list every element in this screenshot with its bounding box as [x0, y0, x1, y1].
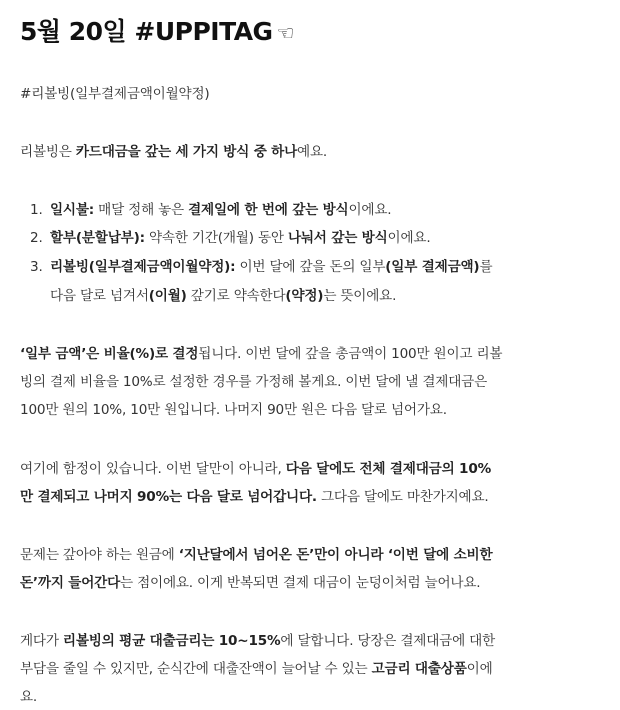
paragraph-emphasis: 돈’까지 들어간다: [20, 575, 121, 591]
paragraph-2-line-1: [20, 459, 491, 479]
list-text-end: 를: [479, 259, 493, 275]
paragraph-emphasis: 고금리 대출상품: [371, 661, 467, 677]
paragraph-1-line-2: [20, 372, 487, 392]
intro-line: [20, 142, 327, 162]
list-number: 1.: [30, 202, 43, 218]
list-emphasis: 나눠서 갚는 방식: [287, 230, 388, 246]
paragraph-emphasis: ‘지난달에서 넘어온 돈’만이 아니라 ‘이번 달에 소비한: [178, 547, 493, 563]
paragraph-3-line-1: [20, 545, 492, 565]
intro-text-c: 예요.: [297, 144, 328, 160]
list-text-end: 이에요.: [387, 230, 431, 246]
list-number: 3.: [30, 259, 43, 275]
paragraph-emphasis: 만 결제되고 나머지 90%는 다음 달로 넘어갑니다.: [20, 489, 317, 505]
intro-text-a: 리볼빙은: [20, 144, 76, 160]
list-item-3-continuation: [50, 286, 396, 306]
hashtag-text: #리볼빙(일부결제금액이월약정): [20, 86, 210, 102]
list-term: 할부(분할납부):: [50, 230, 145, 246]
paragraph-text: 여기에 함정이 있습니다. 이번 달만이 아니라,: [20, 461, 286, 477]
hand-pointing-icon: ☜: [276, 21, 295, 45]
list-number: 2.: [30, 230, 43, 246]
list-emphasis: 결제일에 한 번에 갚는 방식: [188, 202, 349, 218]
paragraph-2-line-2: [20, 487, 489, 507]
list-emphasis: (일부 결제금액): [385, 259, 480, 275]
paragraph-3-line-2: [20, 573, 480, 593]
paragraph-emphasis: 다음 달에도 전체 결제대금의 10%: [285, 461, 491, 477]
paragraph-emphasis: 리볼빙의 평균 대출금리는 10~15%: [62, 633, 281, 649]
list-emphasis: (이월): [148, 288, 187, 304]
paragraph-1-line-1: [20, 344, 502, 364]
list-text: 이번 달에 갚을 돈의 일부: [235, 259, 386, 275]
paragraph-text: 요.: [20, 689, 38, 705]
paragraph-4-line-3: [20, 687, 37, 707]
list-term: 리볼빙(일부결제금액이월약정):: [50, 259, 236, 275]
paragraph-text: 그다음 달에도 마찬가지예요.: [316, 489, 489, 505]
hashtag-line: [20, 84, 210, 104]
paragraph-emphasis: ‘일부 금액’은 비율(%)로 결정: [20, 346, 199, 362]
paragraph-text: 게다가: [20, 633, 63, 649]
paragraph-text: 문제는 갚아야 하는 원금에: [20, 547, 179, 563]
list-item-2: [30, 228, 430, 248]
list-text: 매달 정해 놓은: [94, 202, 189, 218]
paragraph-4-line-1: [20, 631, 495, 651]
paragraph-text: 는 점이에요. 이게 반복되면 결제 대금이 눈덩이처럼 늘어나요.: [120, 575, 481, 591]
paragraph-text: 이에: [466, 661, 493, 677]
list-emphasis: (약정): [285, 288, 324, 304]
list-item-1: [30, 200, 391, 220]
list-text-end: 이에요.: [348, 202, 392, 218]
list-text: 갚기로 약속한다: [186, 288, 286, 304]
page-title: [20, 12, 294, 48]
list-term: 일시불:: [50, 202, 95, 218]
list-text: 약속한 기간(개월) 동안: [144, 230, 288, 246]
paragraph-text: 됩니다. 이번 달에 갚을 총금액이 100만 원이고 리볼: [198, 346, 503, 362]
paragraph-text: 부담을 줄일 수 있지만, 순식간에 대출잔액이 늘어날 수 있는: [20, 661, 372, 677]
paragraph-4-line-2: [20, 659, 493, 679]
paragraph-text: 100만 원의 10%, 10만 원입니다. 나머지 90만 원은 다음 달로 넘어가요.: [20, 402, 447, 418]
list-item-3: [30, 257, 492, 277]
intro-text-bold: 카드대금을 갚는 세 가지 방식 중 하나: [75, 144, 298, 160]
paragraph-1-line-3: [20, 400, 447, 420]
list-text-end: 는 뜻이에요.: [323, 288, 397, 304]
list-text: 다음 달로 넘겨서: [50, 288, 149, 304]
paragraph-text: 에 달합니다. 당장은 결제대금에 대한: [280, 633, 495, 649]
paragraph-text: 빙의 결제 비율을 10%로 설정한 경우를 가정해 볼게요. 이번 달에 낼 결제대금은: [20, 374, 488, 390]
title-text: 5월 20일 #UPPITAG: [20, 17, 273, 46]
